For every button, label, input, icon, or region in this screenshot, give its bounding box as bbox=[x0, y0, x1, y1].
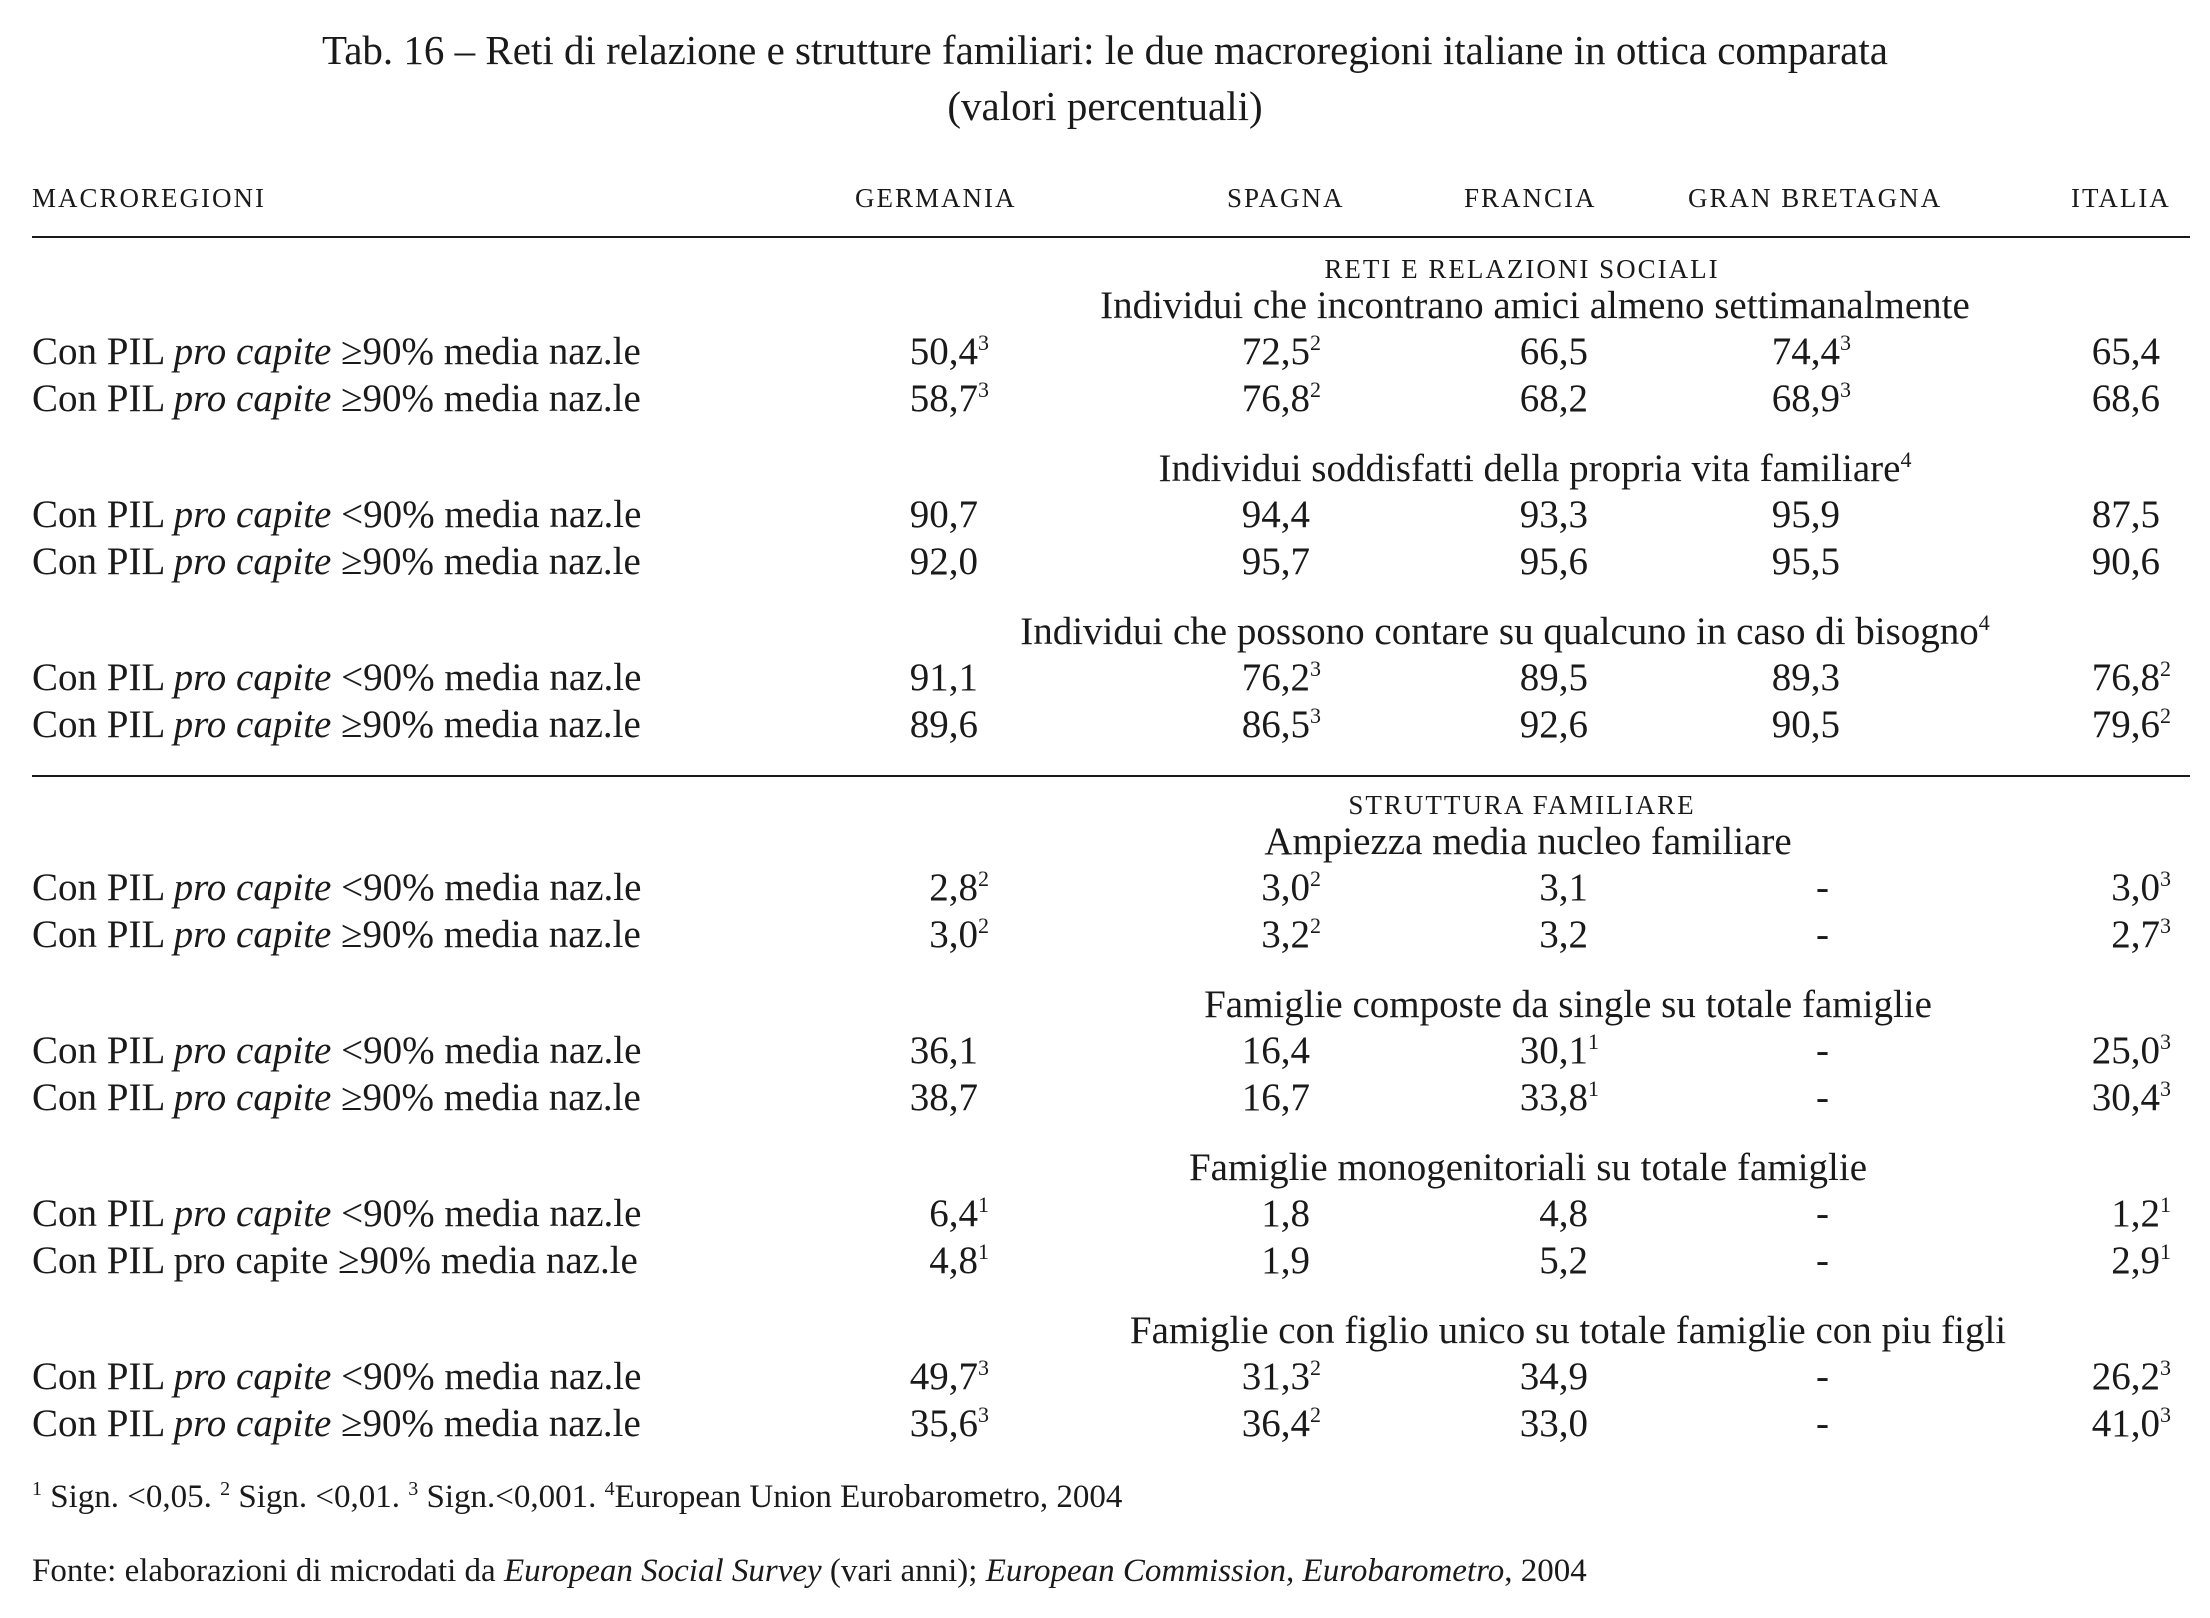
row-label-italic: pro capite bbox=[173, 377, 332, 420]
cell-value: 76,8 bbox=[1241, 377, 1310, 420]
table-cell bbox=[1772, 329, 1851, 374]
footnote-mark: 2 bbox=[978, 866, 989, 891]
cell-value: 5,2 bbox=[1539, 1239, 1588, 1282]
cell-value: 95,9 bbox=[1771, 493, 1840, 536]
footnote-mark: 4 bbox=[1900, 447, 1912, 472]
table-cell bbox=[910, 702, 978, 747]
footnotes bbox=[32, 1479, 1122, 1516]
cell-value: 74,4 bbox=[1771, 330, 1840, 373]
table-cell bbox=[2092, 655, 2171, 700]
footnote-text: Sign. <0,01. bbox=[230, 1479, 409, 1515]
footnote-mark: 4 bbox=[604, 1478, 615, 1500]
cell-value: 1,9 bbox=[1261, 1239, 1310, 1282]
cell-value: 76,2 bbox=[1241, 656, 1310, 699]
table-cell bbox=[929, 865, 989, 910]
source-ec: European Commission, Eurobarometro bbox=[985, 1553, 1505, 1589]
footnote-mark: 3 bbox=[2160, 1402, 2171, 1427]
cell-value: 72,5 bbox=[1241, 330, 1310, 373]
table-cell bbox=[1242, 1354, 1321, 1399]
footnote-mark: 3 bbox=[978, 1402, 989, 1427]
cell-value: 36,1 bbox=[909, 1029, 978, 1072]
row-label: Con PIL pro capite ≥90% media naz.le bbox=[32, 540, 641, 583]
footnote-mark: 1 bbox=[1588, 1076, 1599, 1101]
row-label-italic: pro capite bbox=[173, 703, 332, 746]
footnote-mark: 3 bbox=[1310, 656, 1321, 681]
footnote-mark: 3 bbox=[2160, 1029, 2171, 1054]
cell-value: 38,7 bbox=[909, 1076, 978, 1119]
table-cell bbox=[2111, 1238, 2171, 1283]
cell-value: 68,6 bbox=[2091, 377, 2160, 420]
footnote-mark: 3 bbox=[978, 1355, 989, 1380]
table-cell bbox=[1816, 1191, 1829, 1236]
row-label: Con PIL pro capite ≥90% media naz.le bbox=[32, 1076, 641, 1119]
footnote-mark: 4 bbox=[1978, 610, 1990, 635]
cell-value: 33,0 bbox=[1519, 1402, 1588, 1445]
cell-value: 95,5 bbox=[1771, 540, 1840, 583]
group-title: Individui che incontrano amici almeno settimanalmente bbox=[1100, 284, 1970, 327]
table-cell bbox=[1261, 865, 1321, 910]
footnote-text: European Union Eurobarometro, 2004 bbox=[614, 1479, 1123, 1515]
group-title: Famiglie monogenitoriali su totale famiglie bbox=[1188, 1146, 1868, 1189]
footnote-mark: 3 bbox=[1840, 377, 1851, 402]
footnote-mark: 2 bbox=[978, 913, 989, 938]
table-cell bbox=[1242, 539, 1310, 584]
table-cell bbox=[1816, 912, 1829, 957]
row-label-italic: pro capite bbox=[173, 913, 332, 956]
table-cell bbox=[929, 1238, 989, 1283]
footnote-mark: 2 bbox=[1310, 377, 1321, 402]
cell-value: 79,6 bbox=[2091, 703, 2160, 746]
cell-value: 16,4 bbox=[1241, 1029, 1310, 1072]
cell-value: - bbox=[1816, 913, 1829, 956]
table-cell bbox=[1772, 376, 1851, 421]
cell-value: 1,8 bbox=[1261, 1192, 1310, 1235]
table-cell bbox=[1261, 1191, 1310, 1236]
table-cell bbox=[1816, 1401, 1829, 1446]
cell-value: 2,9 bbox=[2111, 1239, 2160, 1282]
cell-value: 92,0 bbox=[909, 540, 978, 583]
footnote-mark: 2 bbox=[1310, 1402, 1321, 1427]
table-cell bbox=[1520, 702, 1588, 747]
cell-value: 4,8 bbox=[929, 1239, 978, 1282]
table-cell bbox=[1772, 655, 1840, 700]
footnote-mark: 2 bbox=[2160, 703, 2171, 728]
footnote-mark: 3 bbox=[2160, 866, 2171, 891]
row-label: Con PIL pro capite <90% media naz.le bbox=[32, 1029, 642, 1072]
section-divider-rule bbox=[32, 775, 2190, 777]
footnote-mark: 1 bbox=[978, 1192, 989, 1217]
table-cell bbox=[1242, 492, 1310, 537]
table-cell bbox=[2092, 329, 2160, 374]
cell-value: 26,2 bbox=[2091, 1355, 2160, 1398]
table-cell bbox=[1816, 865, 1829, 910]
cell-value: 6,4 bbox=[929, 1192, 978, 1235]
row-label: Con PIL pro capite <90% media naz.le bbox=[32, 656, 642, 699]
cell-value: 3,0 bbox=[1261, 866, 1310, 909]
footnote-mark: 2 bbox=[220, 1478, 231, 1500]
table-cell bbox=[1520, 329, 1588, 374]
table-cell bbox=[1520, 1401, 1588, 1446]
footnote-mark: 3 bbox=[1840, 330, 1851, 355]
source-text: (vari anni); bbox=[821, 1553, 986, 1589]
table-cell bbox=[2092, 539, 2160, 584]
table-cell bbox=[1772, 492, 1840, 537]
table-cell bbox=[910, 492, 978, 537]
footnote-text: Sign. <0,05. bbox=[42, 1479, 221, 1515]
footnote-mark: 3 bbox=[978, 330, 989, 355]
row-label-italic: pro capite bbox=[173, 1029, 332, 1072]
cell-value: - bbox=[1816, 1239, 1829, 1282]
row-label: Con PIL pro capite ≥90% media naz.le bbox=[32, 1402, 641, 1445]
footnote-mark: 3 bbox=[2160, 913, 2171, 938]
table-cell bbox=[2092, 1401, 2171, 1446]
table-title-line2: (valori percentuali) bbox=[947, 83, 1263, 129]
source-text: , 2004 bbox=[1504, 1553, 1587, 1589]
footnote-mark: 1 bbox=[978, 1239, 989, 1264]
cell-value: 90,5 bbox=[1771, 703, 1840, 746]
table-cell bbox=[1520, 1028, 1599, 1073]
footnote-mark: 2 bbox=[1310, 913, 1321, 938]
cell-value: 90,6 bbox=[2091, 540, 2160, 583]
cell-value: 3,1 bbox=[1539, 866, 1588, 909]
cell-value: 66,5 bbox=[1519, 330, 1588, 373]
row-label-italic: pro capite bbox=[173, 540, 332, 583]
column-header-gran-bretagna: GRAN BRETAGNA bbox=[1688, 183, 1943, 213]
header-rule bbox=[32, 236, 2190, 238]
row-label: Con PIL pro capite ≥90% media naz.le bbox=[32, 1239, 638, 1282]
cell-value: - bbox=[1816, 1076, 1829, 1119]
section-label: STRUTTURA FAMILIARE bbox=[1348, 790, 1696, 820]
cell-value: 89,5 bbox=[1519, 656, 1588, 699]
column-header-spagna: SPAGNA bbox=[1227, 183, 1345, 213]
table-cell bbox=[910, 329, 989, 374]
cell-value: 90,7 bbox=[909, 493, 978, 536]
table-cell bbox=[1520, 376, 1588, 421]
footnote-mark: 1 bbox=[1588, 1029, 1599, 1054]
table-cell bbox=[2111, 865, 2171, 910]
cell-value: 30,4 bbox=[2091, 1076, 2160, 1119]
footnote-text: Sign.<0,001. bbox=[418, 1479, 605, 1515]
cell-value: 94,4 bbox=[1241, 493, 1310, 536]
cell-value: - bbox=[1816, 1355, 1829, 1398]
cell-value: 93,3 bbox=[1519, 493, 1588, 536]
footnote-mark: 3 bbox=[1310, 703, 1321, 728]
cell-value: 36,4 bbox=[1241, 1402, 1310, 1445]
table-cell bbox=[1242, 329, 1321, 374]
table-cell bbox=[1539, 1191, 1588, 1236]
cell-value: 86,5 bbox=[1241, 703, 1310, 746]
table-cell bbox=[1261, 1238, 1310, 1283]
table-cell bbox=[1772, 539, 1840, 584]
table-title bbox=[0, 22, 2210, 134]
row-label: Con PIL pro capite ≥90% media naz.le bbox=[32, 330, 641, 373]
cell-value: 4,8 bbox=[1539, 1192, 1588, 1235]
cell-value: 91,1 bbox=[909, 656, 978, 699]
cell-value: 95,6 bbox=[1519, 540, 1588, 583]
group-title: Individui soddisfatti della propria vita familiare$^4$ bbox=[1158, 447, 1912, 490]
cell-value: 25,0 bbox=[2091, 1029, 2160, 1072]
cell-value: - bbox=[1816, 1402, 1829, 1445]
cell-value: 3,2 bbox=[1539, 913, 1588, 956]
table-cell bbox=[2092, 492, 2160, 537]
footnote-mark: 3 bbox=[408, 1478, 419, 1500]
footnote-mark: 2 bbox=[1310, 1355, 1321, 1380]
group-title: Famiglie con figlio unico su totale famiglie con piu figli bbox=[1129, 1309, 2007, 1352]
cell-value: - bbox=[1816, 1029, 1829, 1072]
cell-value: 2,7 bbox=[2111, 913, 2160, 956]
table-cell bbox=[910, 539, 978, 584]
cell-value: 68,2 bbox=[1519, 377, 1588, 420]
column-header-macroregioni: MACROREGIONI bbox=[32, 183, 267, 213]
table-cell bbox=[1772, 702, 1840, 747]
footnote-mark: 2 bbox=[2160, 656, 2171, 681]
cell-value: 33,8 bbox=[1519, 1076, 1588, 1119]
row-label: Con PIL pro capite <90% media naz.le bbox=[32, 1192, 642, 1235]
table-cell bbox=[1520, 539, 1588, 584]
footnote-mark: 1 bbox=[2160, 1192, 2171, 1217]
cell-value: 1,2 bbox=[2111, 1192, 2160, 1235]
footnote-mark: 3 bbox=[2160, 1076, 2171, 1101]
cell-value: 34,9 bbox=[1519, 1355, 1588, 1398]
cell-value: 16,7 bbox=[1241, 1076, 1310, 1119]
table-cell bbox=[929, 1191, 989, 1236]
footnote-mark: 1 bbox=[2160, 1239, 2171, 1264]
table-cell bbox=[910, 1401, 989, 1446]
cell-value: - bbox=[1816, 1192, 1829, 1235]
row-label-italic: pro capite bbox=[173, 866, 332, 909]
row-label: Con PIL pro capite ≥90% media naz.le bbox=[32, 703, 641, 746]
row-label-italic: pro capite bbox=[173, 330, 332, 373]
table-cell bbox=[2092, 1075, 2171, 1120]
table-cell bbox=[1261, 912, 1321, 957]
group-title: Ampiezza media nucleo familiare bbox=[1264, 820, 1792, 863]
row-label-italic: pro capite bbox=[173, 493, 332, 536]
cell-value: 87,5 bbox=[2091, 493, 2160, 536]
cell-value: 89,6 bbox=[909, 703, 978, 746]
group-title: Individui che possono contare su qualcuno in caso di bisogno$^4$ bbox=[1020, 610, 1990, 653]
footnote-mark: 3 bbox=[978, 377, 989, 402]
row-label: Con PIL pro capite <90% media naz.le bbox=[32, 866, 642, 909]
cell-value: 3,2 bbox=[1261, 913, 1310, 956]
table-cell bbox=[1539, 1238, 1588, 1283]
table-cell bbox=[910, 1028, 978, 1073]
cell-value: 68,9 bbox=[1771, 377, 1840, 420]
column-header-francia: FRANCIA bbox=[1464, 183, 1597, 213]
source-text: Fonte: elaborazioni di microdati da bbox=[32, 1553, 504, 1589]
footnote-mark: 3 bbox=[2160, 1355, 2171, 1380]
source-note bbox=[32, 1553, 1587, 1590]
table-cell bbox=[2092, 1354, 2171, 1399]
row-label: Con PIL pro capite ≥90% media naz.le bbox=[32, 913, 641, 956]
table-cell bbox=[1539, 865, 1588, 910]
cell-value: 58,7 bbox=[909, 377, 978, 420]
group-title: Famiglie composte da single su totale famiglie bbox=[1204, 983, 1932, 1026]
cell-value: 3,0 bbox=[2111, 866, 2160, 909]
section-label: RETI E RELAZIONI SOCIALI bbox=[1324, 254, 1720, 284]
table-cell bbox=[2092, 1028, 2171, 1073]
table-cell bbox=[910, 376, 989, 421]
table-cell bbox=[910, 1075, 978, 1120]
footnote-mark: 2 bbox=[1310, 330, 1321, 355]
footnote-mark: 2 bbox=[1310, 866, 1321, 891]
table-cell bbox=[2111, 912, 2171, 957]
column-header-germania: GERMANIA bbox=[855, 183, 1017, 213]
table-cell bbox=[910, 655, 978, 700]
table-cell bbox=[2111, 1191, 2171, 1236]
table-cell bbox=[1816, 1028, 1829, 1073]
cell-value: 65,4 bbox=[2091, 330, 2160, 373]
table-cell bbox=[1242, 655, 1321, 700]
cell-value: 3,0 bbox=[929, 913, 978, 956]
table-title-line1: Tab. 16 – Reti di relazione e strutture familiari: le due macroregioni italiane in ottica comparata bbox=[322, 27, 1888, 73]
table-cell bbox=[1816, 1354, 1829, 1399]
column-header-italia: ITALIA bbox=[2071, 183, 2171, 213]
cell-value: 76,8 bbox=[2091, 656, 2160, 699]
table-cell bbox=[1242, 376, 1321, 421]
table-cell bbox=[1520, 492, 1588, 537]
table-cell bbox=[1816, 1075, 1829, 1120]
row-label-italic: pro capite bbox=[173, 1402, 332, 1445]
cell-value: 95,7 bbox=[1241, 540, 1310, 583]
table-cell bbox=[2092, 702, 2171, 747]
cell-value: - bbox=[1816, 866, 1829, 909]
footnote-mark: 1 bbox=[32, 1478, 42, 1500]
cell-value: 30,1 bbox=[1519, 1029, 1588, 1072]
row-label: Con PIL pro capite ≥90% media naz.le bbox=[32, 377, 641, 420]
table-cell bbox=[1539, 912, 1588, 957]
table-cell bbox=[2092, 376, 2160, 421]
cell-value: 92,6 bbox=[1519, 703, 1588, 746]
cell-value: 35,6 bbox=[909, 1402, 978, 1445]
table-cell bbox=[1242, 1401, 1321, 1446]
table-cell bbox=[1242, 702, 1321, 747]
cell-value: 89,3 bbox=[1771, 656, 1840, 699]
table-cell bbox=[910, 1354, 989, 1399]
row-label-italic: pro capite bbox=[173, 656, 332, 699]
row-label-italic: pro capite bbox=[173, 1192, 332, 1235]
cell-value: 49,7 bbox=[909, 1355, 978, 1398]
table-cell bbox=[1520, 1075, 1599, 1120]
cell-value: 31,3 bbox=[1241, 1355, 1310, 1398]
table-cell bbox=[1520, 655, 1588, 700]
source-ess: European Social Survey bbox=[503, 1553, 822, 1589]
table-cell bbox=[1816, 1238, 1829, 1283]
table-cell bbox=[929, 912, 989, 957]
row-label: Con PIL pro capite <90% media naz.le bbox=[32, 493, 642, 536]
row-label: Con PIL pro capite <90% media naz.le bbox=[32, 1355, 642, 1398]
cell-value: 41,0 bbox=[2091, 1402, 2160, 1445]
row-label-italic: pro capite bbox=[173, 1076, 332, 1119]
table-cell bbox=[1520, 1354, 1588, 1399]
cell-value: 50,4 bbox=[909, 330, 978, 373]
row-label-italic: pro capite bbox=[173, 1355, 332, 1398]
table-cell bbox=[1242, 1075, 1310, 1120]
cell-value: 2,8 bbox=[929, 866, 978, 909]
table-cell bbox=[1242, 1028, 1310, 1073]
